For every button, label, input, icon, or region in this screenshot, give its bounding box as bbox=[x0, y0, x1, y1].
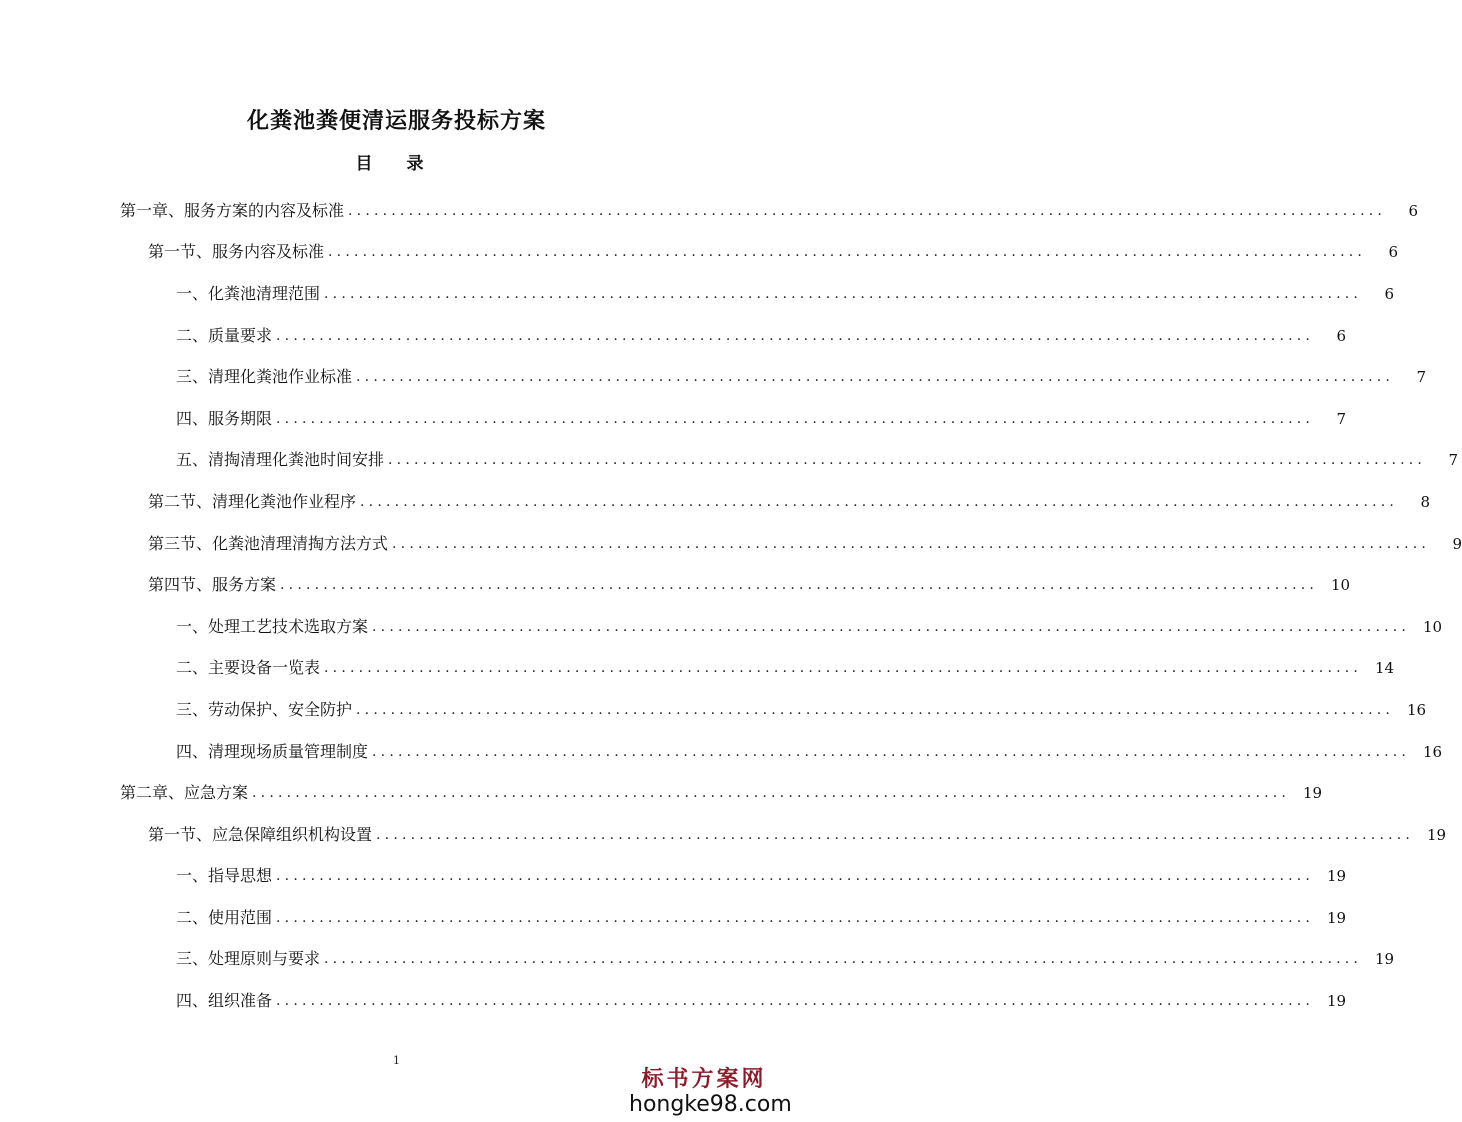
toc-entry[interactable] bbox=[0, 190, 1419, 232]
toc-entry-page-number: 19 bbox=[1374, 950, 1395, 969]
toc-entry-page-number: 19 bbox=[1426, 825, 1447, 844]
toc-entry-page-number: 6 bbox=[1388, 243, 1399, 262]
toc-entry-label: 第一节、服务内容及标准 bbox=[148, 242, 325, 262]
toc-entry[interactable] bbox=[0, 232, 1399, 274]
toc-leader-dots: ........................................................................................................................ bbox=[372, 743, 1411, 760]
toc-entry-page-number: 19 bbox=[1326, 867, 1347, 886]
toc-entry-label: 二、质量要求 bbox=[176, 325, 273, 345]
toc-entry-label: 三、清理化粪池作业标准 bbox=[176, 367, 353, 387]
toc-leader-dots: ........................................................................................................................ bbox=[276, 993, 1315, 1010]
toc-entry-label: 第四节、服务方案 bbox=[148, 575, 277, 595]
toc-entry-label: 三、劳动保护、安全防护 bbox=[176, 699, 353, 719]
toc-entry[interactable] bbox=[0, 564, 1351, 606]
toc-entry[interactable] bbox=[0, 856, 1347, 898]
toc-entry[interactable] bbox=[0, 731, 1443, 773]
toc-entry-page-number: 10 bbox=[1422, 617, 1443, 636]
toc-entry[interactable] bbox=[0, 356, 1427, 398]
toc-entry-label: 第二章、应急方案 bbox=[120, 783, 249, 803]
watermark-url-text: hongke98.com bbox=[629, 1092, 792, 1117]
toc-entry[interactable] bbox=[0, 648, 1395, 690]
toc-entry[interactable] bbox=[0, 772, 1323, 814]
toc-entry-label: 二、主要设备一览表 bbox=[176, 658, 321, 678]
toc-leader-dots: ........................................................................................................................ bbox=[388, 452, 1427, 469]
toc-entry-page-number: 14 bbox=[1374, 659, 1395, 678]
toc-leader-dots: ........................................................................................................................ bbox=[360, 493, 1399, 510]
toc-entry-page-number: 10 bbox=[1330, 576, 1351, 595]
toc-leader-dots: ........................................................................................................................ bbox=[372, 618, 1411, 635]
toc-entry-label: 四、组织准备 bbox=[176, 991, 273, 1011]
toc-leader-dots: ........................................................................................................................ bbox=[392, 535, 1431, 552]
toc-entry-label: 一、处理工艺技术选取方案 bbox=[176, 616, 369, 636]
toc-entry[interactable] bbox=[0, 606, 1443, 648]
toc-entry-label: 五、清掏清理化粪池时间安排 bbox=[176, 450, 385, 470]
toc-leader-dots: ........................................................................................................................ bbox=[276, 868, 1315, 885]
toc-leader-dots: ........................................................................................................................ bbox=[324, 951, 1363, 968]
toc-leader-dots: ........................................................................................................................ bbox=[376, 826, 1415, 843]
toc-leader-dots: ........................................................................................................................ bbox=[328, 244, 1367, 261]
toc-entry-label: 第二节、清理化粪池作业程序 bbox=[148, 491, 357, 511]
toc-heading: 目 录 bbox=[355, 154, 438, 174]
watermark-logo bbox=[629, 1066, 792, 1118]
toc-entry[interactable] bbox=[0, 523, 1462, 565]
toc-leader-dots: ........................................................................................................................ bbox=[276, 909, 1315, 926]
toc-entry[interactable] bbox=[0, 689, 1427, 731]
table-of-contents bbox=[0, 190, 1462, 1022]
toc-entry-page-number: 19 bbox=[1326, 992, 1347, 1011]
toc-leader-dots: ........................................................................................................................ bbox=[324, 285, 1363, 302]
toc-entry-page-number: 6 bbox=[1336, 326, 1347, 345]
toc-entry-page-number: 19 bbox=[1326, 908, 1347, 927]
toc-entry-label: 一、化粪池清理范围 bbox=[176, 283, 321, 303]
toc-entry-page-number: 19 bbox=[1302, 784, 1323, 803]
toc-entry-page-number: 16 bbox=[1406, 700, 1427, 719]
toc-entry[interactable] bbox=[0, 814, 1447, 856]
toc-leader-dots: ........................................................................................................................ bbox=[324, 660, 1363, 677]
toc-entry[interactable] bbox=[0, 939, 1395, 981]
toc-entry-page-number: 7 bbox=[1448, 451, 1459, 470]
toc-leader-dots: ........................................................................................................................ bbox=[252, 785, 1291, 802]
toc-entry-label: 三、处理原则与要求 bbox=[176, 949, 321, 969]
toc-entry-page-number: 7 bbox=[1336, 409, 1347, 428]
toc-entry-page-number: 6 bbox=[1408, 201, 1419, 220]
toc-leader-dots: ........................................................................................................................ bbox=[356, 701, 1395, 718]
toc-entry-label: 第一节、应急保障组织机构设置 bbox=[148, 824, 373, 844]
toc-entry-page-number: 7 bbox=[1416, 368, 1427, 387]
toc-entry-page-number: 16 bbox=[1422, 742, 1443, 761]
toc-entry-page-number: 9 bbox=[1452, 534, 1462, 553]
page-number: 1 bbox=[393, 1054, 400, 1067]
toc-leader-dots: ........................................................................................................................ bbox=[348, 202, 1387, 219]
toc-entry[interactable] bbox=[0, 273, 1395, 315]
toc-entry-label: 第三节、化粪池清理清掏方法方式 bbox=[148, 533, 389, 553]
toc-entry[interactable] bbox=[0, 398, 1347, 440]
toc-entry-label: 四、服务期限 bbox=[176, 408, 273, 428]
toc-entry[interactable] bbox=[0, 897, 1347, 939]
toc-entry[interactable] bbox=[0, 481, 1431, 523]
watermark-cn-text: 标书方案网 bbox=[641, 1066, 767, 1092]
toc-entry-page-number: 6 bbox=[1384, 284, 1395, 303]
toc-entry[interactable] bbox=[0, 315, 1347, 357]
toc-entry-label: 四、清理现场质量管理制度 bbox=[176, 741, 369, 761]
toc-leader-dots: ........................................................................................................................ bbox=[276, 327, 1315, 344]
toc-leader-dots: ........................................................................................................................ bbox=[356, 369, 1395, 386]
toc-entry-label: 第一章、服务方案的内容及标准 bbox=[120, 200, 345, 220]
toc-leader-dots: ........................................................................................................................ bbox=[276, 410, 1315, 427]
toc-entry[interactable] bbox=[0, 980, 1347, 1022]
toc-entry-label: 一、指导思想 bbox=[176, 866, 273, 886]
toc-entry-page-number: 8 bbox=[1420, 492, 1431, 511]
toc-entry[interactable] bbox=[0, 440, 1459, 482]
toc-leader-dots: ........................................................................................................................ bbox=[280, 577, 1319, 594]
toc-entry-label: 二、使用范围 bbox=[176, 907, 273, 927]
document-title: 化粪池粪便清运服务投标方案 bbox=[246, 109, 546, 134]
